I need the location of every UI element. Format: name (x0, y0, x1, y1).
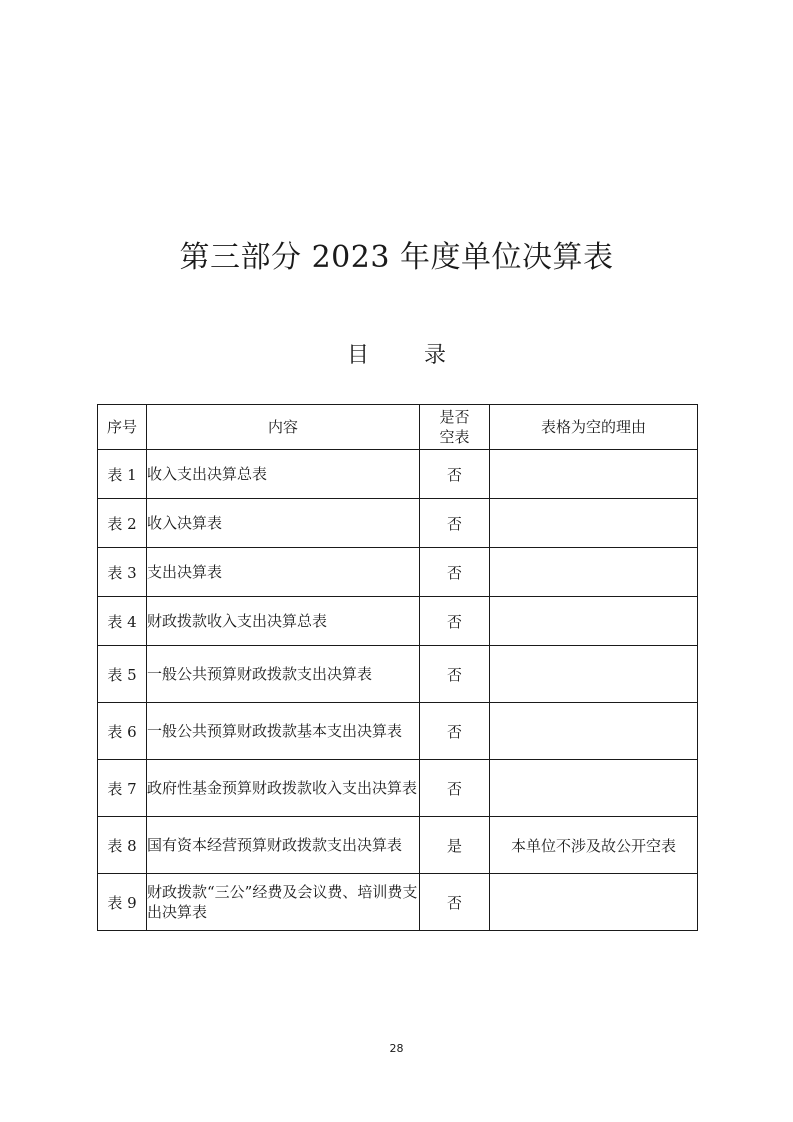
row-no: 表 7 (98, 760, 147, 817)
row-is-empty: 否 (420, 703, 490, 760)
row-content: 财政拨款“三公”经费及会议费、培训费支出决算表 (147, 874, 420, 931)
table-row (98, 646, 698, 703)
row-reason (490, 597, 698, 646)
table-row (98, 817, 698, 874)
table-row (98, 874, 698, 931)
header-is-empty-line1: 是否 (439, 408, 470, 426)
page-title: 第三部分 2023 年度单位决算表 (179, 240, 614, 275)
row-is-empty: 否 (420, 646, 490, 703)
row-content: 财政拨款收入支出决算总表 (147, 597, 420, 646)
row-content: 一般公共预算财政拨款基本支出决算表 (147, 703, 420, 760)
row-no: 表 5 (98, 646, 147, 703)
row-no: 表 4 (98, 597, 147, 646)
table-header-row (98, 405, 698, 450)
table-row (98, 597, 698, 646)
row-content: 一般公共预算财政拨款支出决算表 (147, 646, 420, 703)
table-row (98, 499, 698, 548)
table-row (98, 703, 698, 760)
row-is-empty: 否 (420, 597, 490, 646)
row-is-empty: 否 (420, 874, 490, 931)
row-reason: 本单位不涉及故公开空表 (490, 817, 698, 874)
row-no: 表 1 (98, 450, 147, 499)
row-reason (490, 450, 698, 499)
row-no: 表 3 (98, 548, 147, 597)
row-is-empty: 是 (420, 817, 490, 874)
row-is-empty: 否 (420, 450, 490, 499)
table-row (98, 450, 698, 499)
header-content: 内容 (147, 405, 420, 450)
row-is-empty: 否 (420, 760, 490, 817)
header-no: 序号 (98, 405, 147, 450)
row-content: 收入支出决算总表 (147, 450, 420, 499)
row-content: 支出决算表 (147, 548, 420, 597)
row-content: 收入决算表 (147, 499, 420, 548)
row-content: 国有资本经营预算财政拨款支出决算表 (147, 817, 420, 874)
table-row (98, 760, 698, 817)
row-reason (490, 548, 698, 597)
row-no: 表 6 (98, 703, 147, 760)
toc-table (97, 404, 698, 931)
row-reason (490, 874, 698, 931)
toc-title: 目 录 (347, 343, 470, 368)
row-no: 表 8 (98, 817, 147, 874)
row-is-empty: 否 (420, 499, 490, 548)
header-reason: 表格为空的理由 (490, 405, 698, 450)
row-content: 政府性基金预算财政拨款收入支出决算表 (147, 760, 420, 817)
header-is-empty (420, 405, 490, 450)
row-reason (490, 646, 698, 703)
page-number: 28 (389, 1042, 404, 1055)
row-is-empty: 否 (420, 548, 490, 597)
row-reason (490, 499, 698, 548)
row-reason (490, 703, 698, 760)
row-no: 表 9 (98, 874, 147, 931)
header-is-empty-line2: 空表 (439, 428, 470, 446)
row-reason (490, 760, 698, 817)
row-no: 表 2 (98, 499, 147, 548)
table-row (98, 548, 698, 597)
